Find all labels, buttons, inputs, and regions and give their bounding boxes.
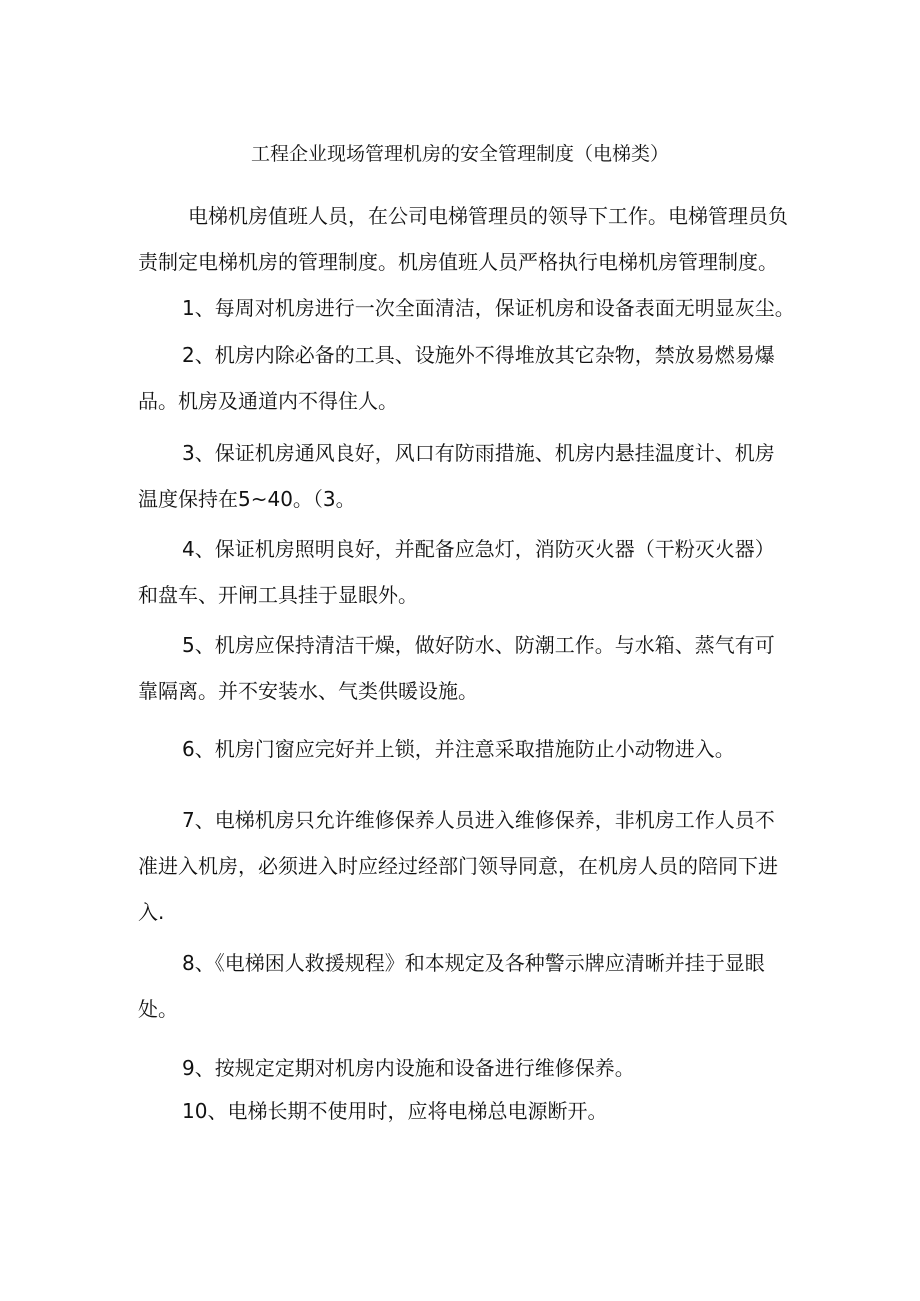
rule-item-4: 4、保证机房照明良好，并配备应急灯，消防灭火器（干粉灭火器）和盘车、开闸工具挂于显眼外。 bbox=[138, 537, 775, 607]
rule-item-8: 8、《电梯困人救援规程》和本规定及各种警示牌应清晰并挂于显眼处。 bbox=[138, 951, 765, 1021]
rule-item-6: 6、机房门窗应完好并上锁，并注意采取措施防止小动物进入。 bbox=[182, 737, 735, 761]
document-title: 工程企业现场管理机房的安全管理制度（电梯类） bbox=[250, 143, 669, 165]
rule-item-10: 10、电梯长期不使用时，应将电梯总电源断开。 bbox=[182, 1099, 608, 1123]
rule-item-7: 7、电梯机房只允许维修保养人员进入维修保养，非机房工作人员不准进入机房，必须进入时应经过经部门领导同意，在机房人员的陪同下进入. bbox=[138, 808, 778, 924]
rule-item-5: 5、机房应保持清洁干燥，做好防水、防潮工作。与水箱、蒸气有可靠隔离。并不安装水、气类供暖设施。 bbox=[138, 633, 775, 703]
intro-paragraph: 电梯机房值班人员，在公司电梯管理员的领导下工作。电梯管理员负责制定电梯机房的管理制度。机房值班人员严格执行电梯机房管理制度。 bbox=[138, 204, 788, 274]
rule-item-9: 9、按规定定期对机房内设施和设备进行维修保养。 bbox=[182, 1056, 635, 1080]
rule-item-2: 2、机房内除必备的工具、设施外不得堆放其它杂物，禁放易燃易爆品。机房及通道内不得住人。 bbox=[138, 343, 775, 413]
rule-item-1: 1、每周对机房进行一次全面清洁，保证机房和设备表面无明显灰尘。 bbox=[182, 296, 795, 320]
rule-item-3: 3、保证机房通风良好，风口有防雨措施、机房内悬挂温度计、机房温度保持在5~40。（3。 bbox=[138, 441, 775, 511]
